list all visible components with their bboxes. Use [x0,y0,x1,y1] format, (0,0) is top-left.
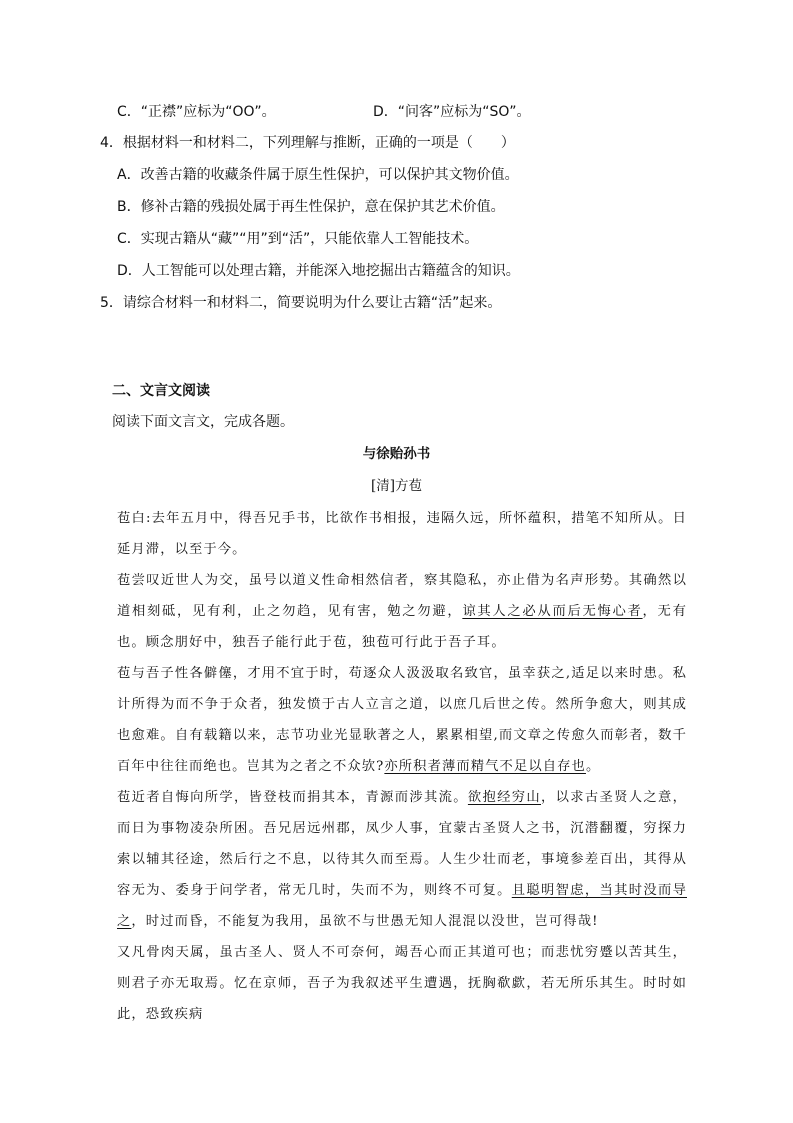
essay-paragraph-4 [117,782,687,937]
essay-title: 与徐贻孙书 [362,446,431,462]
essay-p3-text-a: 苞与吾子性各僻僿，才用不宜于时，苟逐众人汲汲取名致官，虽幸获之,适足以来时患。私计所得为而不争于众者，独发愤于古人立言之道，以庶几后世之传。然所争愈大，则其成也愈难。自有载籍以来，志节功业光显耿著之人，累累相望,而文章之传愈久而彰者，数千百年中往往而绝也。岂其为之者之不众欤? [117,666,687,774]
essay-p2-text-a: 苞尝叹近世人为交，虽号以道义性命相然信者，察其隐私，亦止借为名声形势。其确然以道相刻砥，见有利，止之勿趋，见有害，勉之勿避， [117,573,687,619]
q4-option-c: C．实现古籍从“藏”“用”到“活”，只能依靠人工智能技术。 [117,231,479,247]
essay-paragraph-5 [117,937,687,1030]
essay-paragraph-1 [117,503,687,565]
q4-option-a: A．改善古籍的收藏条件属于原生性保护，可以保护其文物价值。 [117,167,519,183]
essay-p4-underlined-1: 欲抱经穷山 [467,790,542,805]
section-instruction: 阅读下面文言文，完成各题。 [112,414,294,430]
essay-p4-text-b: ，以求古圣贤人之意，而日为事物凌杂所困。吾兄居远州郡，凤少人事，宜蒙古圣贤人之书，沉潜翻覆，穷探力索以辅其径途，然后行之不息，以待其久而至焉。人生少壮而老，事境参差百出，其得从容无为、委身于问学者，常无几时，失而不为，则终不可复。 [117,790,688,898]
essay-author: [清]方苞 [370,478,423,494]
essay-p2-underlined: 谅其人之必从而后无悔心者 [462,604,643,619]
q3-option-d: D．“问客”应标为“SO”。 [373,104,531,120]
essay-paragraph-2 [117,565,687,658]
essay-p2-text-b: ，无有也。顾念朋好中，独吾子能行此于苞，独苞可行此于吾子耳。 [117,604,687,650]
q4-stem: 4．根据材料一和材料二，下列理解与推断，正确的一项是（ ） [100,135,515,151]
q4-option-d: D．人工智能可以处理古籍，并能深入地挖掘出古籍蕴含的知识。 [117,263,520,279]
essay-p5-text: 又凡骨肉天属，虽古圣人、贤人不可奈何，竭吾心而正其道可也；而悲忧穷蹙以苦其生，则君子亦无取焉。忆在京师，吾子为我叙述平生遭遇，抚胸欷歔，若无所乐其生。时时如此，恐致疾病 [117,945,687,1022]
essay-paragraph-3 [117,658,687,782]
q5-stem: 5．请综合材料一和材料二，简要说明为什么要让古籍“活”起来。 [100,295,502,311]
essay-p1-text: 苞白:去年五月中，得吾兄手书，比欲作书相报，违隔久远，所怀蕴积，措笔不知所从。日延月滞，以至于今。 [117,511,687,557]
essay-p4-text-c: ，时过而昏，不能复为我用，虽欲不与世愚无知人混混以没世，岂可得哉! [131,914,599,929]
q3-option-c: C．“正襟”应标为“OO”。 [117,104,276,120]
q3-options-row [117,101,677,121]
essay-p3-text-b: 。 [585,759,601,774]
essay-p3-underlined: 亦所积者薄而精气不足以自存也 [384,759,586,774]
essay-p4-underlined-2: 且聪明智虑，当其时没而导之 [117,883,687,929]
essay-p4-text-a: 苞近者自悔向所学，皆登枝而捐其本，青源而涉其流。 [117,790,468,805]
q4-option-b: B．修补古籍的残损处属于再生性保护，意在保护其艺术价值。 [117,199,505,215]
section-heading: 二、文言文阅读 [112,383,210,399]
